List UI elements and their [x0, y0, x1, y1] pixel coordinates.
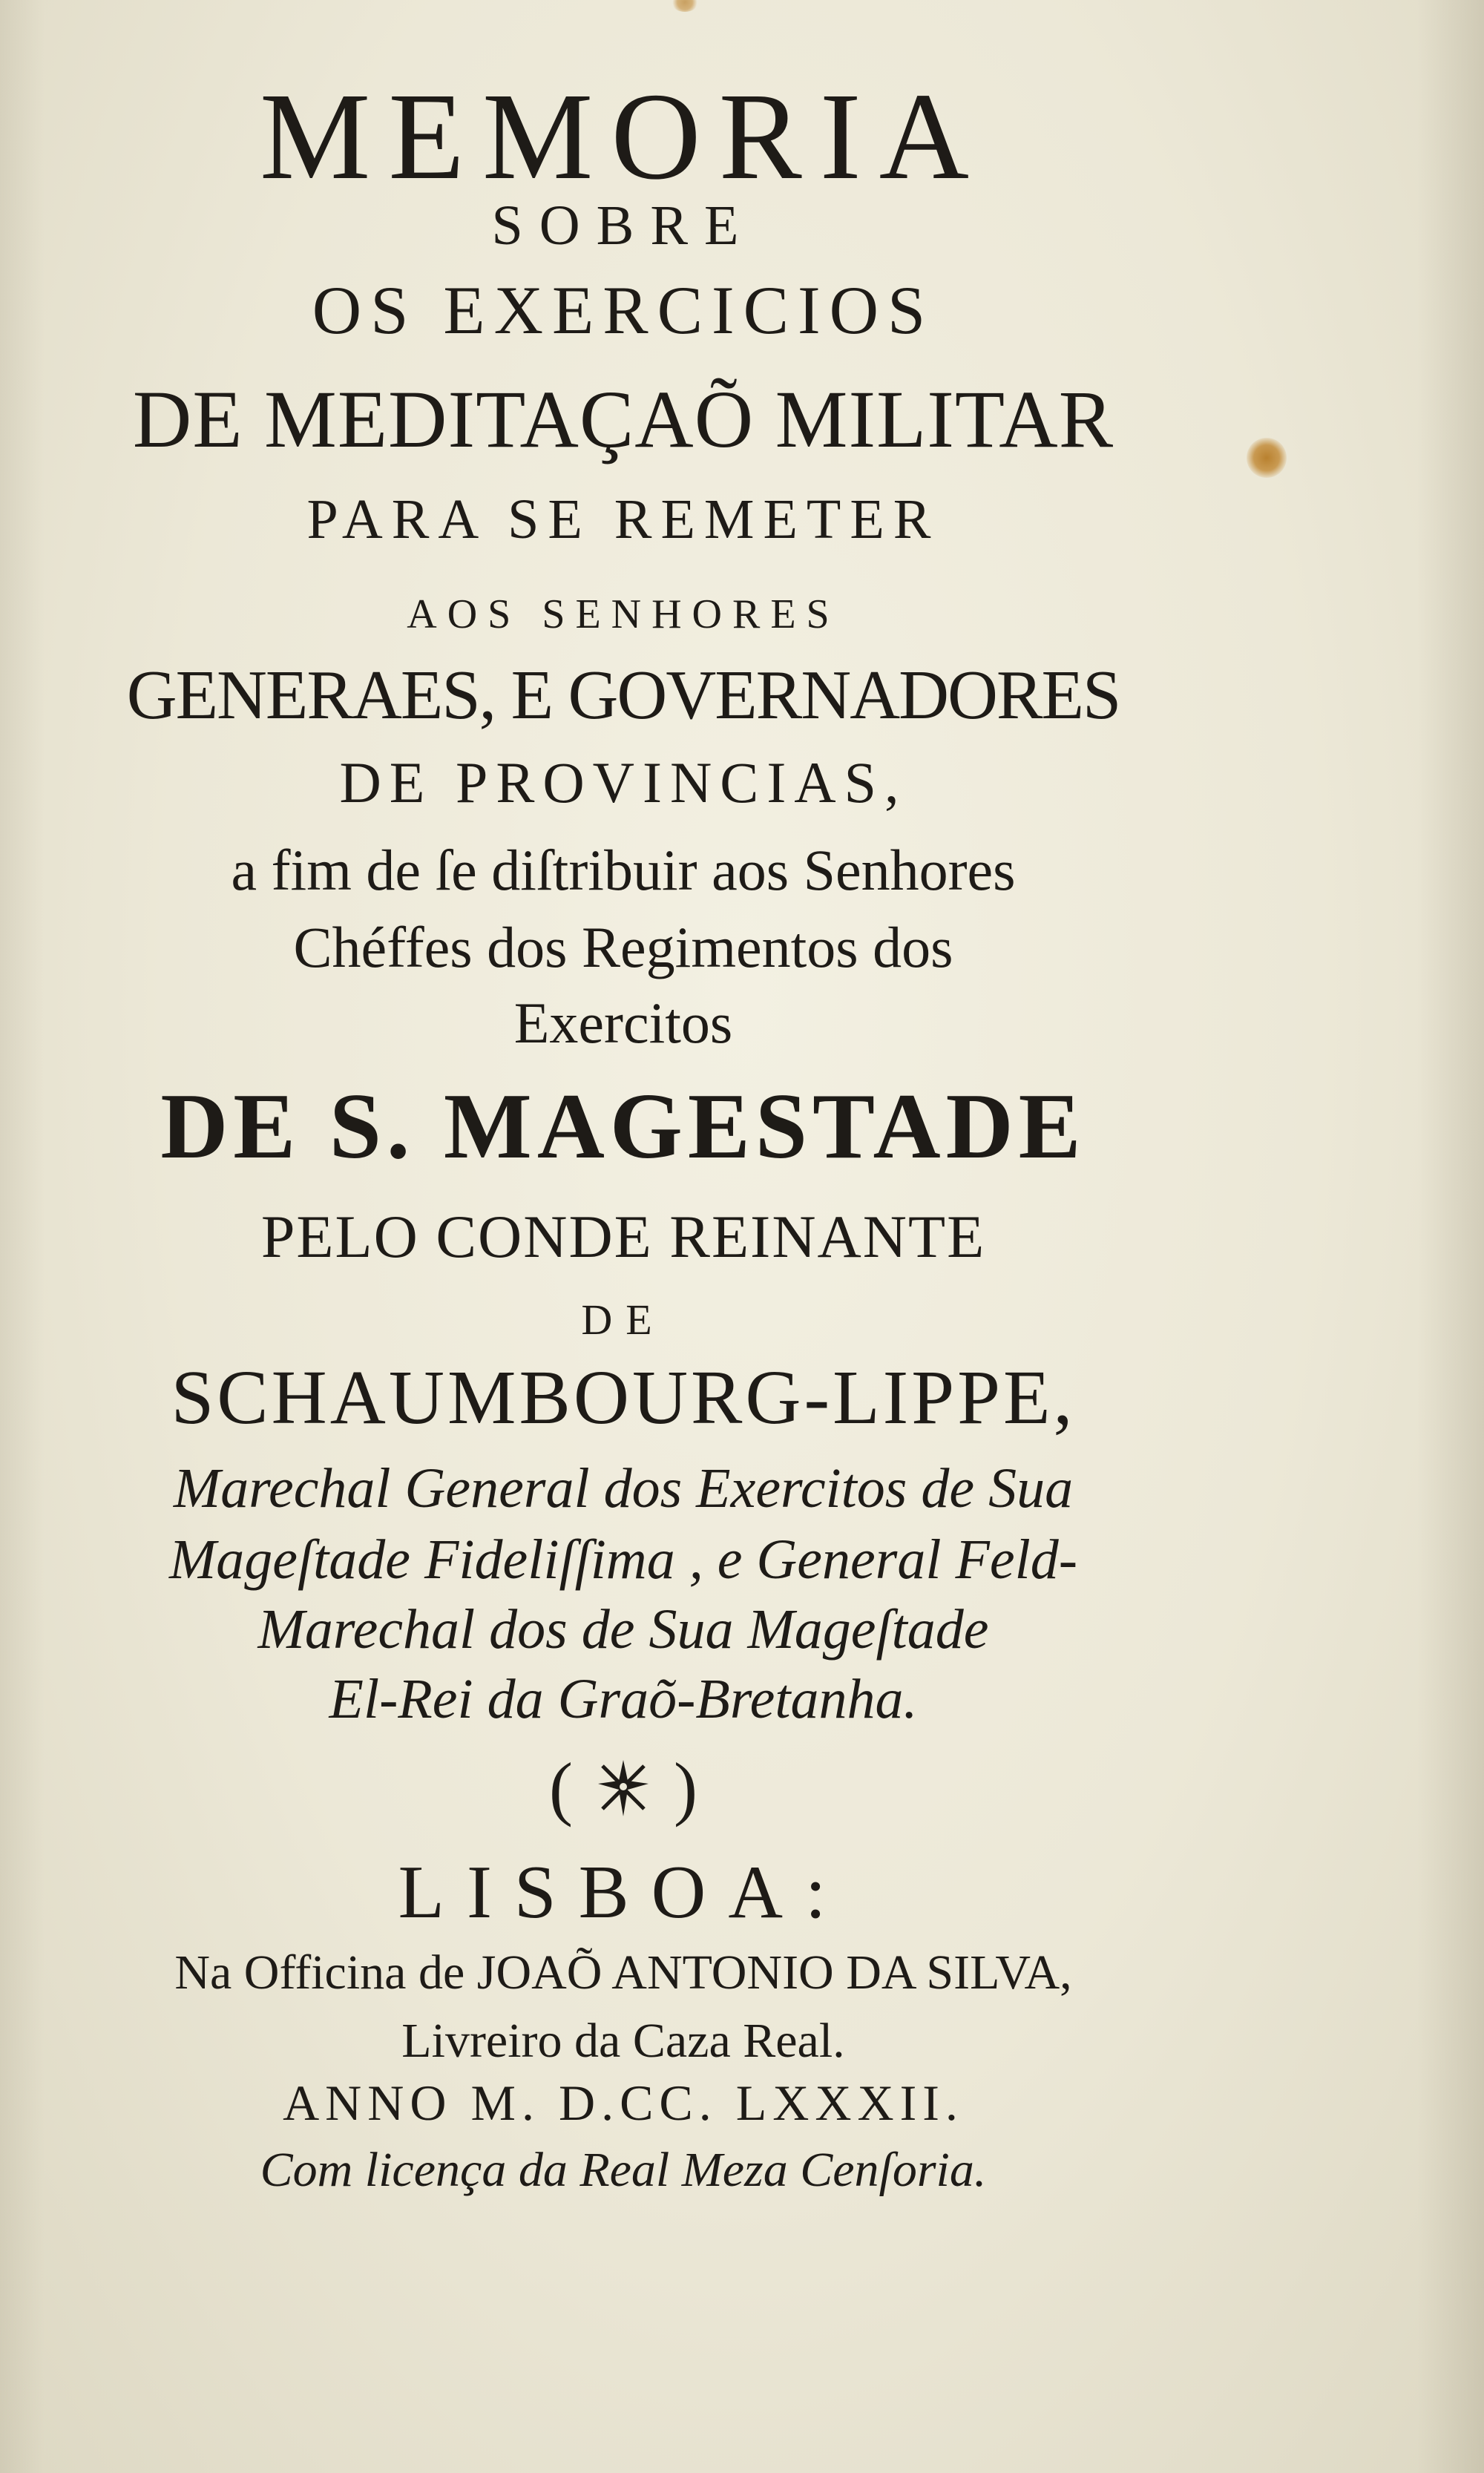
subject-line-1: OS EXERCICIOS: [312, 272, 935, 348]
sobre-line: SOBRE: [491, 194, 755, 257]
imprint-year: ANNO M. D.CC. LXXXII.: [283, 2075, 964, 2131]
imprint-printer: Na Officina de JOAÕ ANTONIO DA SILVA,: [174, 1945, 1072, 2000]
author-title-2: Mageſtade Fideliſſima , e General Feld-: [168, 1528, 1078, 1591]
recipients-line-3: DE PROVINCIAS,: [339, 750, 907, 815]
majesty-line: DE S. MAGESTADE: [160, 1075, 1086, 1178]
ornament-right-paren: ): [674, 1748, 697, 1827]
foxing-stain-top: [672, 0, 698, 12]
recipients-line-2: GENERAES, E GOVERNADORES: [126, 657, 1120, 734]
printers-ornament: [549, 1748, 697, 1834]
imprint-city: LISBOA:: [398, 1850, 849, 1934]
imprint-printer-title: Livreiro da Caza Real.: [401, 2014, 845, 2068]
page-shadow-right: [1417, 0, 1484, 2473]
subject-line-2: DE MEDITAÇAÕ MILITAR: [132, 374, 1114, 464]
subject-line-3: PARA SE REMETER: [306, 488, 940, 551]
author-title-4: El-Rei da Graõ-Bretanha.: [329, 1668, 918, 1730]
author-title-3: Marechal dos de Sua Mageſtade: [257, 1598, 989, 1661]
recipients-line-1: AOS SENHORES: [407, 591, 840, 637]
purpose-line-1: a fim de ſe diſtribuir aos Senhores: [231, 838, 1016, 902]
author-intro: PELO CONDE REINANTE: [260, 1203, 986, 1270]
purpose-line-3: Exercitos: [513, 991, 733, 1055]
author-name: SCHAUMBOURG-LIPPE,: [171, 1355, 1076, 1440]
author-title-1: Marechal General dos Exercitos de Sua: [173, 1457, 1074, 1520]
purpose-line-2: Chéffes dos Regimentos dos: [293, 915, 953, 979]
foxing-stain: [1247, 438, 1287, 478]
author-de: DE: [581, 1295, 666, 1344]
cross-icon: [595, 1757, 651, 1819]
imprint-license: Com licença da Real Meza Cenſoria.: [260, 2143, 987, 2197]
title: MEMORIA: [259, 68, 988, 206]
ornament-left-paren: (: [549, 1748, 573, 1827]
